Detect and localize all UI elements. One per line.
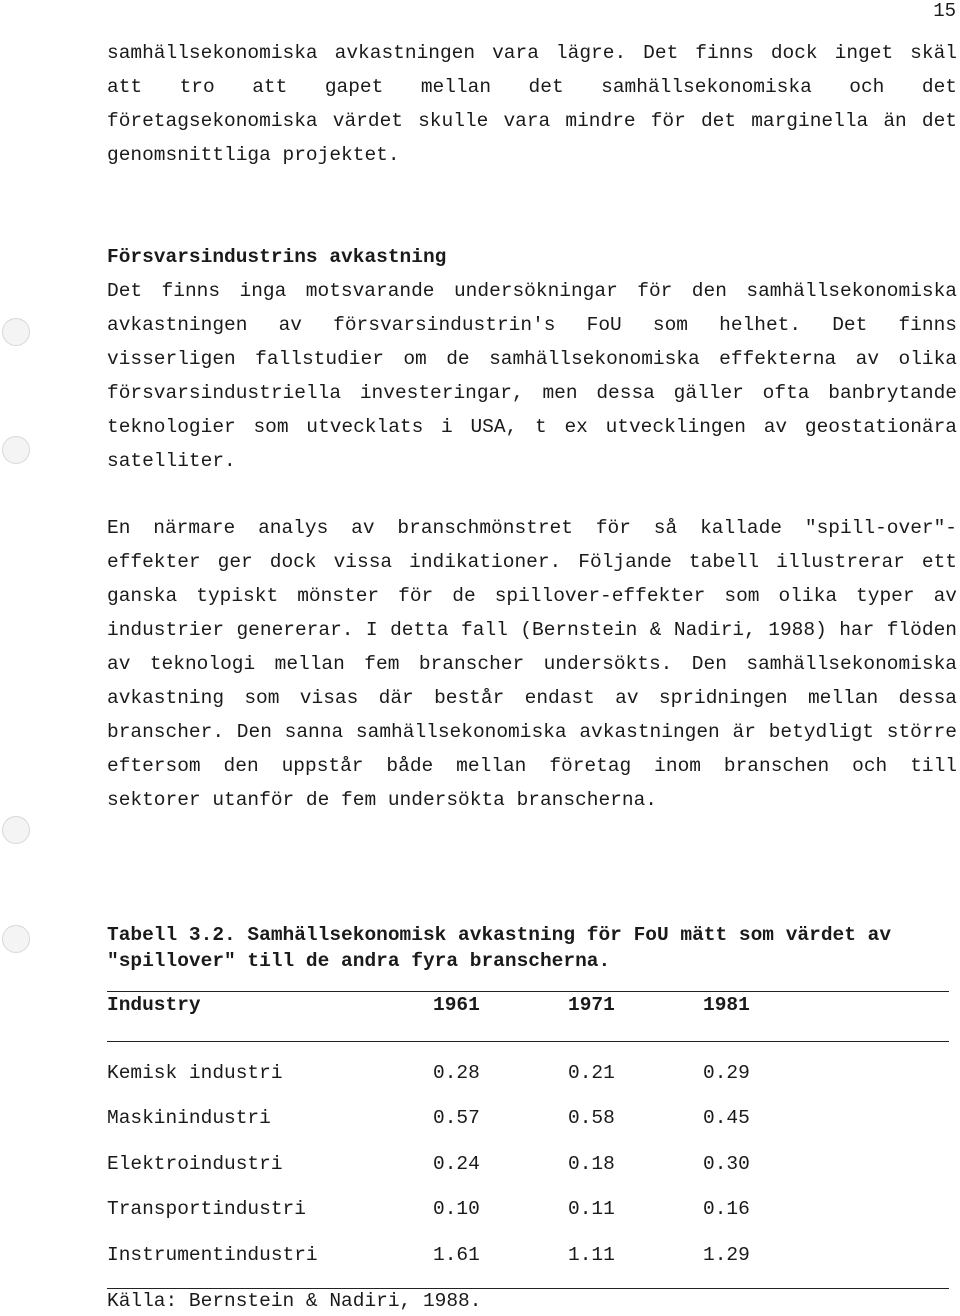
value-cell: 0.10: [433, 1198, 480, 1220]
punch-hole-mark: [2, 318, 30, 346]
industry-cell: Maskinindustri: [107, 1107, 271, 1129]
column-header-1981: 1981: [703, 994, 750, 1016]
value-cell: 0.18: [568, 1153, 615, 1175]
value-cell: 0.16: [703, 1198, 750, 1220]
industry-cell: Elektroindustri: [107, 1153, 283, 1175]
punch-hole-mark: [2, 816, 30, 844]
table-row: [0, 1062, 960, 1092]
value-cell: 0.29: [703, 1062, 750, 1084]
table-source: Källa: Bernstein & Nadiri, 1988.: [107, 1290, 482, 1312]
paragraph-text: Det finns inga motsvarande undersökningar för den samhällsekonomiska avkastningen av försvarsindustrin's FoU som helhet. Det finns visserligen fallstudier om de samhällsekonomiska effekterna av olika försvarsindustriella investeringar, men dessa gäller ofta banbrytande teknologier som utvecklats i USA, t ex utvecklingen av geostationära satelliter.: [107, 280, 957, 472]
paragraph-intro: [107, 36, 957, 172]
industry-cell: Instrumentindustri: [107, 1244, 318, 1266]
value-cell: 0.28: [433, 1062, 480, 1084]
industry-cell: Kemisk industri: [107, 1062, 283, 1084]
industry-cell: Transportindustri: [107, 1198, 306, 1220]
paragraph-text: En närmare analys av branschmönstret för så kallade "spill-over"-effekter ger dock vissa indikationer. Följande tabell illustrerar ett ganska typiskt mönster för de spillover-effekter som olika typer av industrier genererar. I detta fall (Bernstein & Nadiri, 1988) har flöden av teknologi mellan fem branscher undersökts. Den samhällsekonomiska avkastning som visas där består endast av spridningen mellan dessa branscher. Den sanna samhällsekonomiska avkastningen är betydligt större eftersom den uppstår både mellan företag inom branschen och till sektorer utanför de fem undersökta branscherna.: [107, 517, 957, 811]
value-cell: 1.29: [703, 1244, 750, 1266]
value-cell: 0.58: [568, 1107, 615, 1129]
value-cell: 0.45: [703, 1107, 750, 1129]
value-cell: 0.21: [568, 1062, 615, 1084]
value-cell: 1.61: [433, 1244, 480, 1266]
table-row: [0, 1107, 960, 1137]
value-cell: 1.11: [568, 1244, 615, 1266]
table-header-rule: [107, 1041, 949, 1042]
column-header-1961: 1961: [433, 994, 480, 1016]
value-cell: 0.57: [433, 1107, 480, 1129]
table-row: [0, 1244, 960, 1274]
value-cell: 0.30: [703, 1153, 750, 1175]
table-bottom-rule: [107, 1288, 949, 1289]
punch-hole-mark: [2, 436, 30, 464]
value-cell: 0.11: [568, 1198, 615, 1220]
table-row: [0, 1153, 960, 1183]
value-cell: 0.24: [433, 1153, 480, 1175]
table-row: [0, 1198, 960, 1228]
column-header-1971: 1971: [568, 994, 615, 1016]
punch-hole-mark: [2, 925, 30, 953]
table-top-rule: [107, 991, 949, 992]
paragraph-spillover: [107, 511, 957, 817]
paragraph-text: samhällsekonomiska avkastningen vara lägre. Det finns dock inget skäl att tro att gapet mellan det samhällsekonomiska och det företagsekonomiska värdet skulle vara mindre för det marginella än det genomsnittliga projektet.: [107, 42, 957, 166]
table-caption: Tabell 3.2. Samhällsekonomisk avkastning för FoU mätt som värdet av "spillover" till de andra fyra branscherna.: [107, 924, 892, 972]
page-number: 15: [933, 0, 956, 22]
section-heading: Försvarsindustrins avkastning: [107, 246, 447, 268]
column-header-industry: Industry: [107, 994, 201, 1016]
section-defence-industry: [107, 240, 957, 478]
